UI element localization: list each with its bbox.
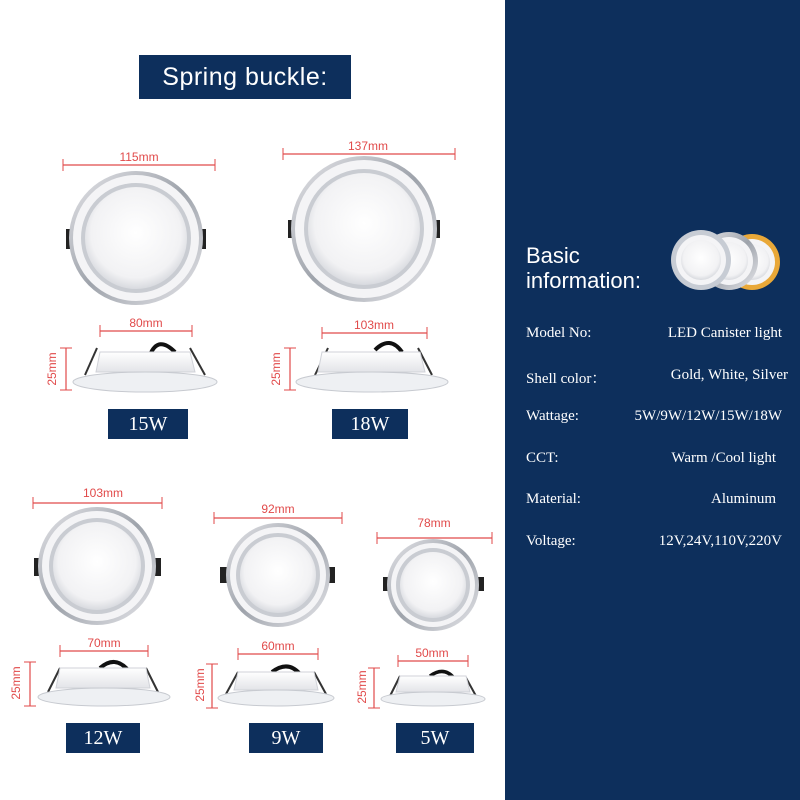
spec-value: Gold, White, Silver (670, 367, 788, 383)
spec-row-voltage (526, 533, 782, 553)
diameter-label-5w: 78mm (417, 516, 451, 530)
spec-value: 12V,24V,110V,220V (658, 533, 782, 549)
spec-row-wattage (526, 408, 782, 428)
page-title: Spring buckle: (139, 55, 351, 99)
spec-value: Warm /Cool light (671, 450, 776, 466)
wattage-badge-15w: 15W (108, 409, 188, 439)
wattage-badge-5w: 5W (396, 723, 474, 753)
spec-row-material (526, 491, 782, 511)
cutout-label-12w: 70mm (87, 636, 121, 650)
spec-row-model (526, 325, 782, 345)
light-18w-side (284, 327, 448, 392)
light-9w-side (206, 648, 334, 708)
diameter-label-9w: 92mm (261, 502, 295, 516)
light-5w-side (368, 655, 485, 708)
light-12w-side (24, 645, 170, 706)
light-12w-front (33, 497, 162, 625)
spec-label: Shell color： (526, 371, 607, 387)
spec-value: LED Canister light (667, 325, 782, 341)
spec-label: Model No: (526, 325, 592, 341)
height-label-12w: 25mm (9, 666, 23, 700)
spec-label: Voltage: (526, 533, 576, 549)
spec-label: Material: (526, 491, 581, 507)
height-label-5w: 25mm (355, 670, 369, 704)
heading-line-1: Basic (526, 243, 580, 268)
wattage-badge-9w: 9W (249, 723, 323, 753)
height-label-15w: 25mm (45, 352, 59, 386)
basic-information-heading (526, 243, 641, 293)
spec-label: CCT: (526, 450, 559, 466)
three-lights-thumbnail (671, 230, 780, 290)
height-label-18w: 25mm (269, 352, 283, 386)
spec-row-cct (526, 450, 782, 470)
cutout-label-18w: 103mm (353, 318, 394, 332)
light-9w-front (214, 512, 342, 627)
light-15w-side (60, 325, 217, 392)
spec-value: 5W/9W/12W/15W/18W (634, 408, 782, 424)
diameter-label-15w: 115mm (119, 150, 159, 164)
cutout-label-15w: 80mm (129, 316, 163, 330)
spec-label: Wattage: (526, 408, 579, 424)
light-15w-front (66, 171, 206, 305)
diameter-label-18w: 137mm (347, 139, 388, 153)
diameter-label-12w: 103mm (82, 486, 123, 500)
cutout-label-5w: 50mm (415, 646, 449, 660)
light-5w-front (377, 532, 492, 631)
wattage-badge-18w: 18W (332, 409, 408, 439)
spec-value: Aluminum (710, 491, 776, 507)
wattage-badge-12w: 12W (66, 723, 140, 753)
spec-row-shell-color (526, 367, 788, 387)
light-18w-front (283, 148, 455, 302)
cutout-label-9w: 60mm (261, 639, 295, 653)
heading-line-2: information: (526, 268, 641, 293)
height-label-9w: 25mm (193, 668, 207, 702)
